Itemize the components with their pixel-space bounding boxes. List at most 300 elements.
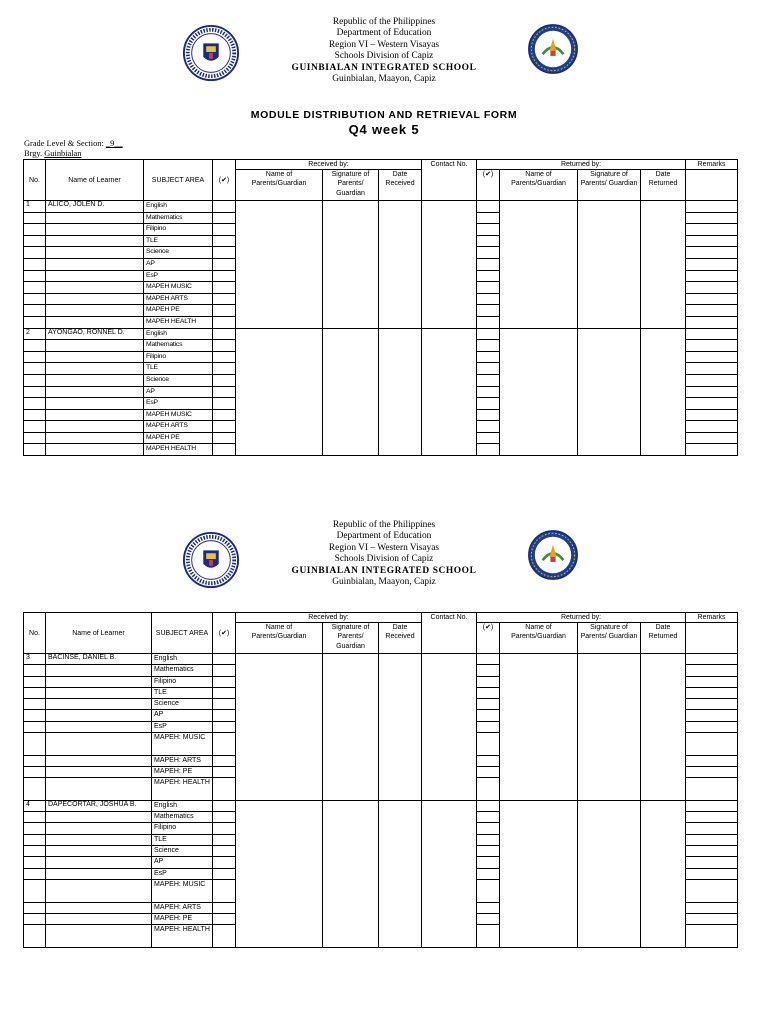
received-check-cell[interactable] bbox=[213, 710, 236, 721]
received-check-cell[interactable] bbox=[213, 340, 236, 352]
learner-name-cell bbox=[46, 293, 144, 305]
subject-area: AP bbox=[152, 857, 213, 868]
number-cell bbox=[24, 676, 46, 687]
returned-check-cell[interactable] bbox=[477, 258, 500, 270]
returned-check-cell[interactable] bbox=[477, 316, 500, 328]
returned-signature-cell[interactable] bbox=[578, 654, 641, 801]
remarks-cell[interactable] bbox=[686, 224, 738, 236]
subject-area: Mathematics bbox=[152, 812, 213, 823]
subject-area: TLE bbox=[144, 363, 213, 375]
subject-area: English bbox=[144, 328, 213, 340]
subject-area: MAPEH PE bbox=[144, 432, 213, 444]
remarks-cell[interactable] bbox=[686, 879, 738, 902]
received-signature-cell[interactable] bbox=[323, 800, 379, 947]
form-section-2 bbox=[0, 505, 768, 955]
contact-cell[interactable] bbox=[422, 201, 477, 329]
learner-name-cell bbox=[46, 721, 152, 732]
header-learner: Name of Learner bbox=[46, 160, 144, 201]
learner-number: 4 bbox=[24, 800, 46, 811]
received-check-cell[interactable] bbox=[213, 699, 236, 710]
letterhead-line: Schools Division of Capiz bbox=[334, 554, 434, 565]
returned-check-cell[interactable] bbox=[477, 721, 500, 732]
returned-check-cell[interactable] bbox=[477, 201, 500, 213]
received-check-cell[interactable] bbox=[213, 386, 236, 398]
returned-check-cell[interactable] bbox=[477, 270, 500, 282]
subject-area: MAPEH: ARTS bbox=[152, 755, 213, 766]
date-received-cell[interactable] bbox=[379, 654, 422, 801]
school-seal-icon bbox=[527, 529, 579, 581]
returned-check-cell[interactable] bbox=[477, 363, 500, 375]
number-cell bbox=[24, 224, 46, 236]
learner-block bbox=[24, 800, 738, 947]
received-check-cell[interactable] bbox=[213, 913, 236, 924]
contact-cell[interactable] bbox=[422, 328, 477, 456]
learner-name-cell bbox=[46, 235, 144, 247]
received-check-cell[interactable] bbox=[213, 432, 236, 444]
date-received-cell[interactable] bbox=[379, 328, 422, 456]
returned-check-cell[interactable] bbox=[477, 823, 500, 834]
remarks-cell[interactable] bbox=[686, 201, 738, 213]
date-received-cell[interactable] bbox=[379, 800, 422, 947]
remarks-cell[interactable] bbox=[686, 778, 738, 801]
returned-check-cell[interactable] bbox=[477, 857, 500, 868]
remarks-cell[interactable] bbox=[686, 721, 738, 732]
subject-area: EsP bbox=[144, 398, 213, 410]
header-subject-area: SUBJECT AREA bbox=[144, 160, 213, 201]
returned-check-cell[interactable] bbox=[477, 665, 500, 676]
returned-check-cell[interactable] bbox=[477, 374, 500, 386]
remarks-cell[interactable] bbox=[686, 247, 738, 259]
remarks-cell[interactable] bbox=[686, 913, 738, 924]
learner-name-cell bbox=[46, 687, 152, 698]
received-check-cell[interactable] bbox=[213, 766, 236, 777]
returned-check-cell[interactable] bbox=[477, 305, 500, 317]
returned-check-cell[interactable] bbox=[477, 766, 500, 777]
remarks-cell[interactable] bbox=[686, 834, 738, 845]
remarks-cell[interactable] bbox=[686, 755, 738, 766]
learner-name: AYONGAO, RONNEL D. bbox=[46, 328, 144, 340]
remarks-cell[interactable] bbox=[686, 363, 738, 375]
header-no: No. bbox=[24, 613, 46, 654]
learner-name-cell bbox=[46, 386, 144, 398]
number-cell bbox=[24, 212, 46, 224]
header-learner: Name of Learner bbox=[46, 613, 152, 654]
remarks-cell[interactable] bbox=[686, 846, 738, 857]
remarks-cell[interactable] bbox=[686, 925, 738, 948]
number-cell bbox=[24, 351, 46, 363]
number-cell bbox=[24, 258, 46, 270]
number-cell bbox=[24, 778, 46, 801]
remarks-cell[interactable] bbox=[686, 409, 738, 421]
remarks-cell[interactable] bbox=[686, 868, 738, 879]
subject-area: AP bbox=[144, 386, 213, 398]
date-returned-cell[interactable] bbox=[641, 800, 686, 947]
received-check-cell[interactable] bbox=[213, 800, 236, 811]
learner-name-cell bbox=[46, 846, 152, 857]
grade-level-value: _9__ bbox=[105, 139, 123, 148]
number-cell bbox=[24, 247, 46, 259]
received-check-cell[interactable] bbox=[213, 925, 236, 948]
remarks-cell[interactable] bbox=[686, 258, 738, 270]
subject-area: Filipino bbox=[144, 224, 213, 236]
number-cell bbox=[24, 409, 46, 421]
learner-name-cell bbox=[46, 902, 152, 913]
learner-name-cell bbox=[46, 444, 144, 456]
subject-area: Science bbox=[144, 374, 213, 386]
number-cell bbox=[24, 432, 46, 444]
number-cell bbox=[24, 316, 46, 328]
remarks-cell[interactable] bbox=[686, 293, 738, 305]
header-subject-area: SUBJECT AREA bbox=[152, 613, 213, 654]
returned-check-cell[interactable] bbox=[477, 654, 500, 665]
learner-name-cell bbox=[46, 868, 152, 879]
received-check-cell[interactable] bbox=[213, 374, 236, 386]
remarks-cell[interactable] bbox=[686, 699, 738, 710]
header-check-returned: (✔) bbox=[477, 623, 500, 654]
returned-signature-cell[interactable] bbox=[578, 201, 641, 329]
learner-name-cell bbox=[46, 879, 152, 902]
received-check-cell[interactable] bbox=[213, 676, 236, 687]
learner-number: 2 bbox=[24, 328, 46, 340]
subject-area: English bbox=[144, 201, 213, 213]
learner-name-cell bbox=[46, 409, 144, 421]
received-check-cell[interactable] bbox=[213, 201, 236, 213]
received-check-cell[interactable] bbox=[213, 316, 236, 328]
contact-cell[interactable] bbox=[422, 800, 477, 947]
learner-name-cell bbox=[46, 733, 152, 756]
returned-check-cell[interactable] bbox=[477, 778, 500, 801]
remarks-cell[interactable] bbox=[686, 316, 738, 328]
number-cell bbox=[24, 925, 46, 948]
form-title: MODULE DISTRIBUTION AND RETRIEVAL FORM bbox=[250, 109, 518, 121]
learner-name-cell bbox=[46, 282, 144, 294]
remarks-cell[interactable] bbox=[686, 432, 738, 444]
returned-check-cell[interactable] bbox=[477, 224, 500, 236]
returned-name-cell[interactable] bbox=[500, 654, 578, 801]
learner-name-cell bbox=[46, 676, 152, 687]
received-name-cell[interactable] bbox=[236, 328, 323, 456]
remarks-cell[interactable] bbox=[686, 800, 738, 811]
header-signature-returned: Signature of Parents/ Guardian bbox=[578, 170, 641, 201]
school-name: GUINBIALAN INTEGRATED SCHOOL bbox=[291, 62, 477, 73]
header-remarks: Remarks bbox=[686, 613, 738, 623]
subject-area: Filipino bbox=[144, 351, 213, 363]
header-name-parents-returned: Name of Parents/Guardian bbox=[500, 170, 578, 201]
returned-check-cell[interactable] bbox=[477, 710, 500, 721]
learner-name-cell bbox=[46, 699, 152, 710]
remarks-cell[interactable] bbox=[686, 212, 738, 224]
subject-area: MAPEH MUSIC bbox=[144, 409, 213, 421]
subject-area: MAPEH ARTS bbox=[144, 293, 213, 305]
subject-area: Mathematics bbox=[144, 212, 213, 224]
grade-level-line bbox=[24, 139, 123, 149]
date-returned-cell[interactable] bbox=[641, 201, 686, 329]
subject-area: Mathematics bbox=[144, 340, 213, 352]
returned-check-cell[interactable] bbox=[477, 432, 500, 444]
learner-name-cell bbox=[46, 363, 144, 375]
number-cell bbox=[24, 293, 46, 305]
contact-cell[interactable] bbox=[422, 654, 477, 801]
subject-area: MAPEH: ARTS bbox=[152, 902, 213, 913]
letterhead bbox=[234, 520, 534, 588]
returned-check-cell[interactable] bbox=[477, 913, 500, 924]
received-check-cell[interactable] bbox=[213, 444, 236, 456]
received-check-cell[interactable] bbox=[213, 721, 236, 732]
header-check-returned: (✔) bbox=[477, 170, 500, 201]
header-date-returned: Date Returned bbox=[641, 623, 686, 654]
letterhead-line: Department of Education bbox=[336, 28, 432, 39]
subject-area: MAPEH HEALTH bbox=[144, 316, 213, 328]
header-date-returned: Date Returned bbox=[641, 170, 686, 201]
received-check-cell[interactable] bbox=[213, 224, 236, 236]
remarks-cell[interactable] bbox=[686, 270, 738, 282]
remarks-cell[interactable] bbox=[686, 340, 738, 352]
returned-check-cell[interactable] bbox=[477, 800, 500, 811]
number-cell bbox=[24, 755, 46, 766]
returned-check-cell[interactable] bbox=[477, 398, 500, 410]
received-check-cell[interactable] bbox=[213, 654, 236, 665]
returned-check-cell[interactable] bbox=[477, 755, 500, 766]
brgy-label: Brgy. bbox=[24, 149, 43, 158]
learner-name-cell bbox=[46, 316, 144, 328]
header-signature: Signature of Parents/ Guardian bbox=[323, 623, 379, 654]
returned-check-cell[interactable] bbox=[477, 247, 500, 259]
subject-area: MAPEH: PE bbox=[152, 913, 213, 924]
received-check-cell[interactable] bbox=[213, 857, 236, 868]
remarks-cell[interactable] bbox=[686, 687, 738, 698]
received-check-cell[interactable] bbox=[213, 846, 236, 857]
header-name-parents: Name of Parents/Guardian bbox=[236, 170, 323, 201]
returned-check-cell[interactable] bbox=[477, 282, 500, 294]
remarks-cell[interactable] bbox=[686, 386, 738, 398]
received-check-cell[interactable] bbox=[213, 868, 236, 879]
returned-name-cell[interactable] bbox=[500, 201, 578, 329]
returned-check-cell[interactable] bbox=[477, 340, 500, 352]
remarks-cell[interactable] bbox=[686, 421, 738, 433]
remarks-cell[interactable] bbox=[686, 823, 738, 834]
returned-check-cell[interactable] bbox=[477, 676, 500, 687]
remarks-cell[interactable] bbox=[686, 812, 738, 823]
subject-area: EsP bbox=[152, 868, 213, 879]
returned-signature-cell[interactable] bbox=[578, 800, 641, 947]
learner-name: ALICO, JOLEN D. bbox=[46, 201, 144, 213]
returned-check-cell[interactable] bbox=[477, 351, 500, 363]
learner-name-cell bbox=[46, 374, 144, 386]
number-cell bbox=[24, 766, 46, 777]
returned-check-cell[interactable] bbox=[477, 444, 500, 456]
remarks-cell[interactable] bbox=[686, 665, 738, 676]
header-returned-by: Returned by: bbox=[477, 160, 686, 170]
number-cell bbox=[24, 386, 46, 398]
learner-name-cell bbox=[46, 340, 144, 352]
learner-block bbox=[24, 654, 738, 801]
number-cell bbox=[24, 846, 46, 857]
received-signature-cell[interactable] bbox=[323, 328, 379, 456]
learner-number: 1 bbox=[24, 201, 46, 213]
header-date-received: Date Received bbox=[379, 170, 422, 201]
learner-name-cell bbox=[46, 351, 144, 363]
subject-area: English bbox=[152, 800, 213, 811]
remarks-cell[interactable] bbox=[686, 654, 738, 665]
brgy-value: Guinbialan bbox=[44, 149, 82, 158]
received-check-cell[interactable] bbox=[213, 812, 236, 823]
number-cell bbox=[24, 902, 46, 913]
school-address: Guinbialan, Maayon, Capiz bbox=[332, 577, 436, 588]
learner-name-cell bbox=[46, 421, 144, 433]
learner-name-cell bbox=[46, 258, 144, 270]
received-check-cell[interactable] bbox=[213, 351, 236, 363]
returned-name-cell[interactable] bbox=[500, 328, 578, 456]
received-name-cell[interactable] bbox=[236, 654, 323, 801]
received-check-cell[interactable] bbox=[213, 293, 236, 305]
learner-name-cell bbox=[46, 398, 144, 410]
remarks-cell[interactable] bbox=[686, 857, 738, 868]
received-check-cell[interactable] bbox=[213, 247, 236, 259]
received-check-cell[interactable] bbox=[213, 212, 236, 224]
received-name-cell[interactable] bbox=[236, 201, 323, 329]
number-cell bbox=[24, 282, 46, 294]
header-remarks-blank bbox=[686, 623, 738, 654]
returned-check-cell[interactable] bbox=[477, 868, 500, 879]
header-contact: Contact No. bbox=[422, 160, 477, 201]
subject-area: EsP bbox=[152, 721, 213, 732]
number-cell bbox=[24, 913, 46, 924]
number-cell bbox=[24, 699, 46, 710]
received-check-cell[interactable] bbox=[213, 755, 236, 766]
returned-name-cell[interactable] bbox=[500, 800, 578, 947]
subject-area: TLE bbox=[152, 687, 213, 698]
school-seal-icon bbox=[527, 23, 579, 75]
returned-check-cell[interactable] bbox=[477, 812, 500, 823]
number-cell bbox=[24, 879, 46, 902]
remarks-cell[interactable] bbox=[686, 328, 738, 340]
remarks-cell[interactable] bbox=[686, 282, 738, 294]
remarks-cell[interactable] bbox=[686, 351, 738, 363]
remarks-cell[interactable] bbox=[686, 235, 738, 247]
remarks-cell[interactable] bbox=[686, 710, 738, 721]
received-check-cell[interactable] bbox=[213, 733, 236, 756]
received-check-cell[interactable] bbox=[213, 421, 236, 433]
returned-check-cell[interactable] bbox=[477, 879, 500, 902]
number-cell bbox=[24, 823, 46, 834]
received-check-cell[interactable] bbox=[213, 902, 236, 913]
letterhead-line: Republic of the Philippines bbox=[332, 520, 436, 530]
received-signature-cell[interactable] bbox=[323, 201, 379, 329]
received-check-cell[interactable] bbox=[213, 778, 236, 801]
learner-name-cell bbox=[46, 857, 152, 868]
letterhead-line: Schools Division of Capiz bbox=[334, 51, 434, 62]
remarks-cell[interactable] bbox=[686, 766, 738, 777]
remarks-cell[interactable] bbox=[686, 676, 738, 687]
received-signature-cell[interactable] bbox=[323, 654, 379, 801]
returned-signature-cell[interactable] bbox=[578, 328, 641, 456]
remarks-cell[interactable] bbox=[686, 444, 738, 456]
school-address: Guinbialan, Maayon, Capiz bbox=[332, 74, 436, 85]
learner-name-cell bbox=[46, 755, 152, 766]
returned-check-cell[interactable] bbox=[477, 846, 500, 857]
received-check-cell[interactable] bbox=[213, 398, 236, 410]
header-signature-returned: Signature of Parents/ Guardian bbox=[578, 623, 641, 654]
number-cell bbox=[24, 733, 46, 756]
date-returned-cell[interactable] bbox=[641, 654, 686, 801]
letterhead bbox=[234, 17, 534, 85]
grade-level-label: Grade Level & Section: bbox=[24, 139, 104, 148]
received-check-cell[interactable] bbox=[213, 305, 236, 317]
received-check-cell[interactable] bbox=[213, 258, 236, 270]
received-check-cell[interactable] bbox=[213, 834, 236, 845]
header-remarks-blank bbox=[686, 170, 738, 201]
received-check-cell[interactable] bbox=[213, 328, 236, 340]
deped-seal-icon bbox=[182, 531, 240, 589]
returned-check-cell[interactable] bbox=[477, 687, 500, 698]
returned-check-cell[interactable] bbox=[477, 421, 500, 433]
received-check-cell[interactable] bbox=[213, 235, 236, 247]
returned-check-cell[interactable] bbox=[477, 699, 500, 710]
deped-seal-icon bbox=[182, 24, 240, 82]
returned-check-cell[interactable] bbox=[477, 733, 500, 756]
learner-name: DAPECORTAR, JOSHUA B. bbox=[46, 800, 152, 811]
remarks-cell[interactable] bbox=[686, 902, 738, 913]
subject-area: MAPEH HEALTH bbox=[144, 444, 213, 456]
returned-check-cell[interactable] bbox=[477, 293, 500, 305]
received-check-cell[interactable] bbox=[213, 823, 236, 834]
number-cell bbox=[24, 270, 46, 282]
header-name-parents-returned: Name of Parents/Guardian bbox=[500, 623, 578, 654]
subject-area: Mathematics bbox=[152, 665, 213, 676]
received-check-cell[interactable] bbox=[213, 665, 236, 676]
brgy-line bbox=[24, 149, 81, 159]
subject-area: MAPEH: MUSIC bbox=[152, 733, 213, 756]
learner-name-cell bbox=[46, 224, 144, 236]
received-check-cell[interactable] bbox=[213, 282, 236, 294]
subject-area: MAPEH: MUSIC bbox=[152, 879, 213, 902]
subject-row bbox=[24, 328, 738, 340]
received-name-cell[interactable] bbox=[236, 800, 323, 947]
number-cell bbox=[24, 857, 46, 868]
received-check-cell[interactable] bbox=[213, 363, 236, 375]
subject-area: MAPEH: HEALTH bbox=[152, 778, 213, 801]
returned-check-cell[interactable] bbox=[477, 409, 500, 421]
remarks-cell[interactable] bbox=[686, 374, 738, 386]
returned-check-cell[interactable] bbox=[477, 834, 500, 845]
number-cell bbox=[24, 444, 46, 456]
returned-check-cell[interactable] bbox=[477, 925, 500, 948]
subject-area: AP bbox=[144, 258, 213, 270]
returned-check-cell[interactable] bbox=[477, 902, 500, 913]
subject-area: TLE bbox=[152, 834, 213, 845]
remarks-cell[interactable] bbox=[686, 733, 738, 756]
learner-block bbox=[24, 201, 738, 329]
header-received-by: Received by: bbox=[236, 613, 422, 623]
returned-check-cell[interactable] bbox=[477, 212, 500, 224]
received-check-cell[interactable] bbox=[213, 687, 236, 698]
number-cell bbox=[24, 687, 46, 698]
learner-name-cell bbox=[46, 766, 152, 777]
remarks-cell[interactable] bbox=[686, 305, 738, 317]
header-check: (✔) bbox=[213, 160, 236, 201]
returned-check-cell[interactable] bbox=[477, 235, 500, 247]
subject-area: MAPEH MUSIC bbox=[144, 282, 213, 294]
received-check-cell[interactable] bbox=[213, 409, 236, 421]
date-received-cell[interactable] bbox=[379, 201, 422, 329]
received-check-cell[interactable] bbox=[213, 270, 236, 282]
returned-check-cell[interactable] bbox=[477, 386, 500, 398]
learner-name-cell bbox=[46, 913, 152, 924]
returned-check-cell[interactable] bbox=[477, 328, 500, 340]
date-returned-cell[interactable] bbox=[641, 328, 686, 456]
remarks-cell[interactable] bbox=[686, 398, 738, 410]
received-check-cell[interactable] bbox=[213, 879, 236, 902]
